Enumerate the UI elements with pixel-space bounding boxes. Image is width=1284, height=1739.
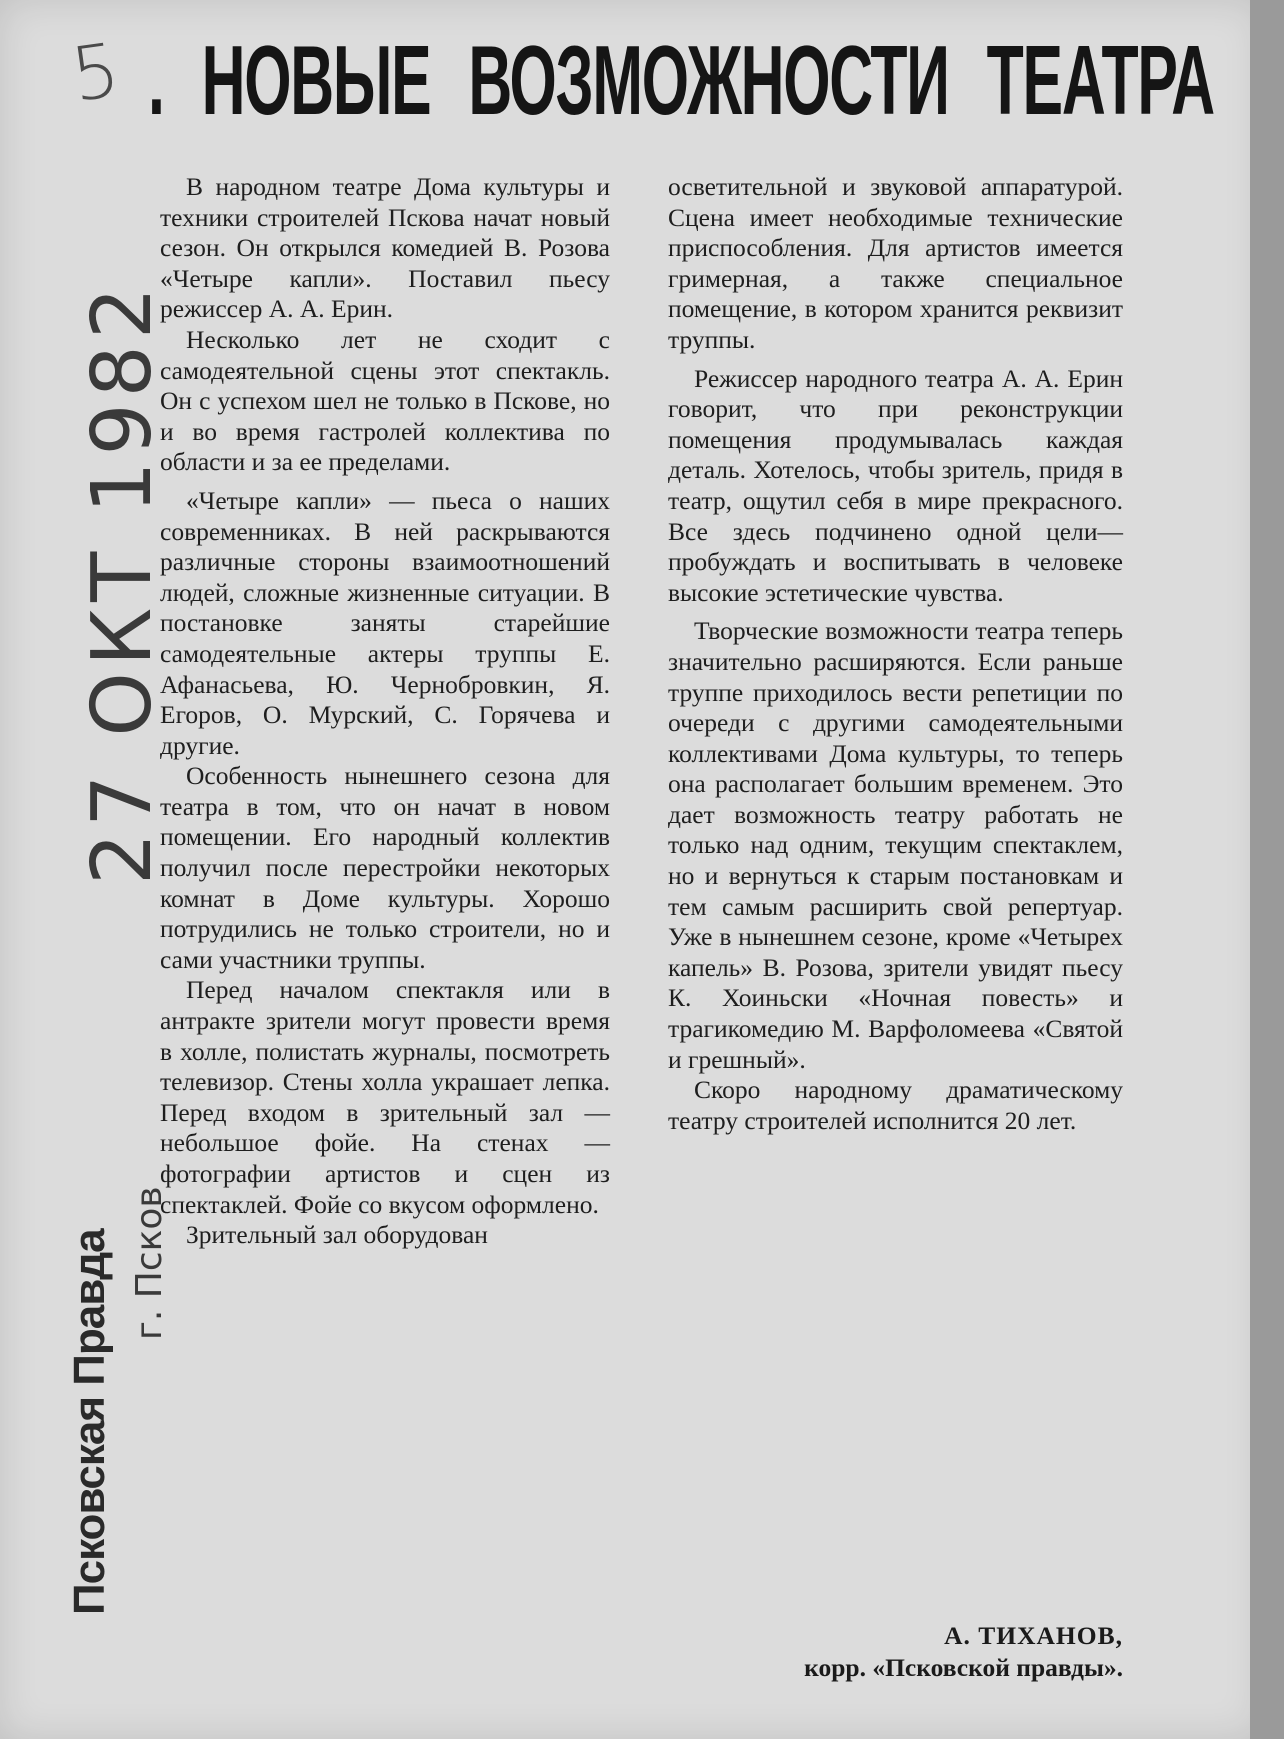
paragraph: Скоро народному драматическому театру строителей исполнится 20 лет. [668, 1075, 1123, 1135]
author-signature [668, 1620, 1123, 1684]
paragraph: осветительной и звуковой аппаратурой. Сцена имеет необходимые технические приспособления. Для артистов имеется гримерная, а также специальное помещение, в котором хранится реквизит труппы. [668, 172, 1123, 354]
author-role: корр. «Псковской правды». [804, 1653, 1123, 1682]
handwritten-number: 5 [66, 27, 125, 119]
author-name: А. ТИХАНОВ, [944, 1621, 1123, 1650]
clipping-edge-shadow [1250, 0, 1284, 1739]
paragraph: Перед началом спектакля или в антракте зрители могут провести время в холле, полистать журналы, посмотреть телевизор. Стены холла украшает лепка. Перед входом в зрительный зал — небольшое фойе. На стенах — фотографии артистов и сцен из спектаклей. Фойе со вкусом оформлено. [160, 975, 610, 1219]
paragraph: Несколько лет не сходит с самодеятельной сцены этот спектакль. Он с успехом шел не только в Пскове, но и во время гастролей коллектива по области и за ее пределами. [160, 324, 610, 477]
date-stamp: 27 ОКТ 1982 [75, 280, 170, 885]
paragraph: Творческие возможности театра теперь значительно расширяются. Если раньше труппе приходилось вести репетиции по очереди с другими самодеятельными коллективами Дома культуры, то теперь она располагает большим временем. Это дает возможность театру работать не только над одним, текущим спектаклем, но и вернуться к старым постановкам и тем самым расширить свой репертуар. Уже в нынешнем сезоне, кроме «Четырех капель» В. Розова, зрители увидят пьесу К. Хоиньски «Ночная повесть» и трагикомедию М. Варфоломеева «Святой и грешный». [668, 616, 1123, 1074]
newspaper-name-stamp: Псковская Правда [65, 1229, 114, 1615]
paragraph: Особенность нынешнего сезона для театра в том, что он начат в новом помещении. Его народный коллектив получил после перестройки некоторых комнат в Доме культуры. Хорошо потрудились не только строители, но и сами участники труппы. [160, 761, 610, 974]
paragraph: «Четыре капли» — пьеса о наших современниках. В ней раскрываются различные стороны взаимоотношений людей, сложные жизненные ситуации. В постановке заняты старейшие самодеятельные актеры труппы Е. Афанасьева, Ю. Чернобровкин, Я. Егоров, О. Мурский, С. Горячева и другие. [160, 485, 610, 760]
article-right-column [668, 172, 1123, 1136]
article-left-column [160, 172, 610, 1251]
paragraph: В народном театре Дома культуры и техники строителей Пскова начат новый сезон. Он открылся комедией В. Розова «Четыре капли». Поставил пьесу режиссер А. А. Ерин. [160, 172, 610, 324]
paragraph: Режиссер народного театра А. А. Ерин говорит, что при реконструкции помещения продумывалась каждая деталь. Хотелось, чтобы зритель, придя в театр, ощутил себя в мире прекрасного. Все здесь подчинено одной цели—пробуждать и воспитывать в человеке высокие эстетические чувства. [668, 363, 1123, 607]
paragraph: Зрительный зал оборудован [186, 1220, 488, 1250]
city-stamp: г. Псков [129, 1186, 170, 1340]
article-headline: . НОВЫЕ ВОЗМОЖНОСТИ ТЕАТРА [148, 25, 1214, 135]
